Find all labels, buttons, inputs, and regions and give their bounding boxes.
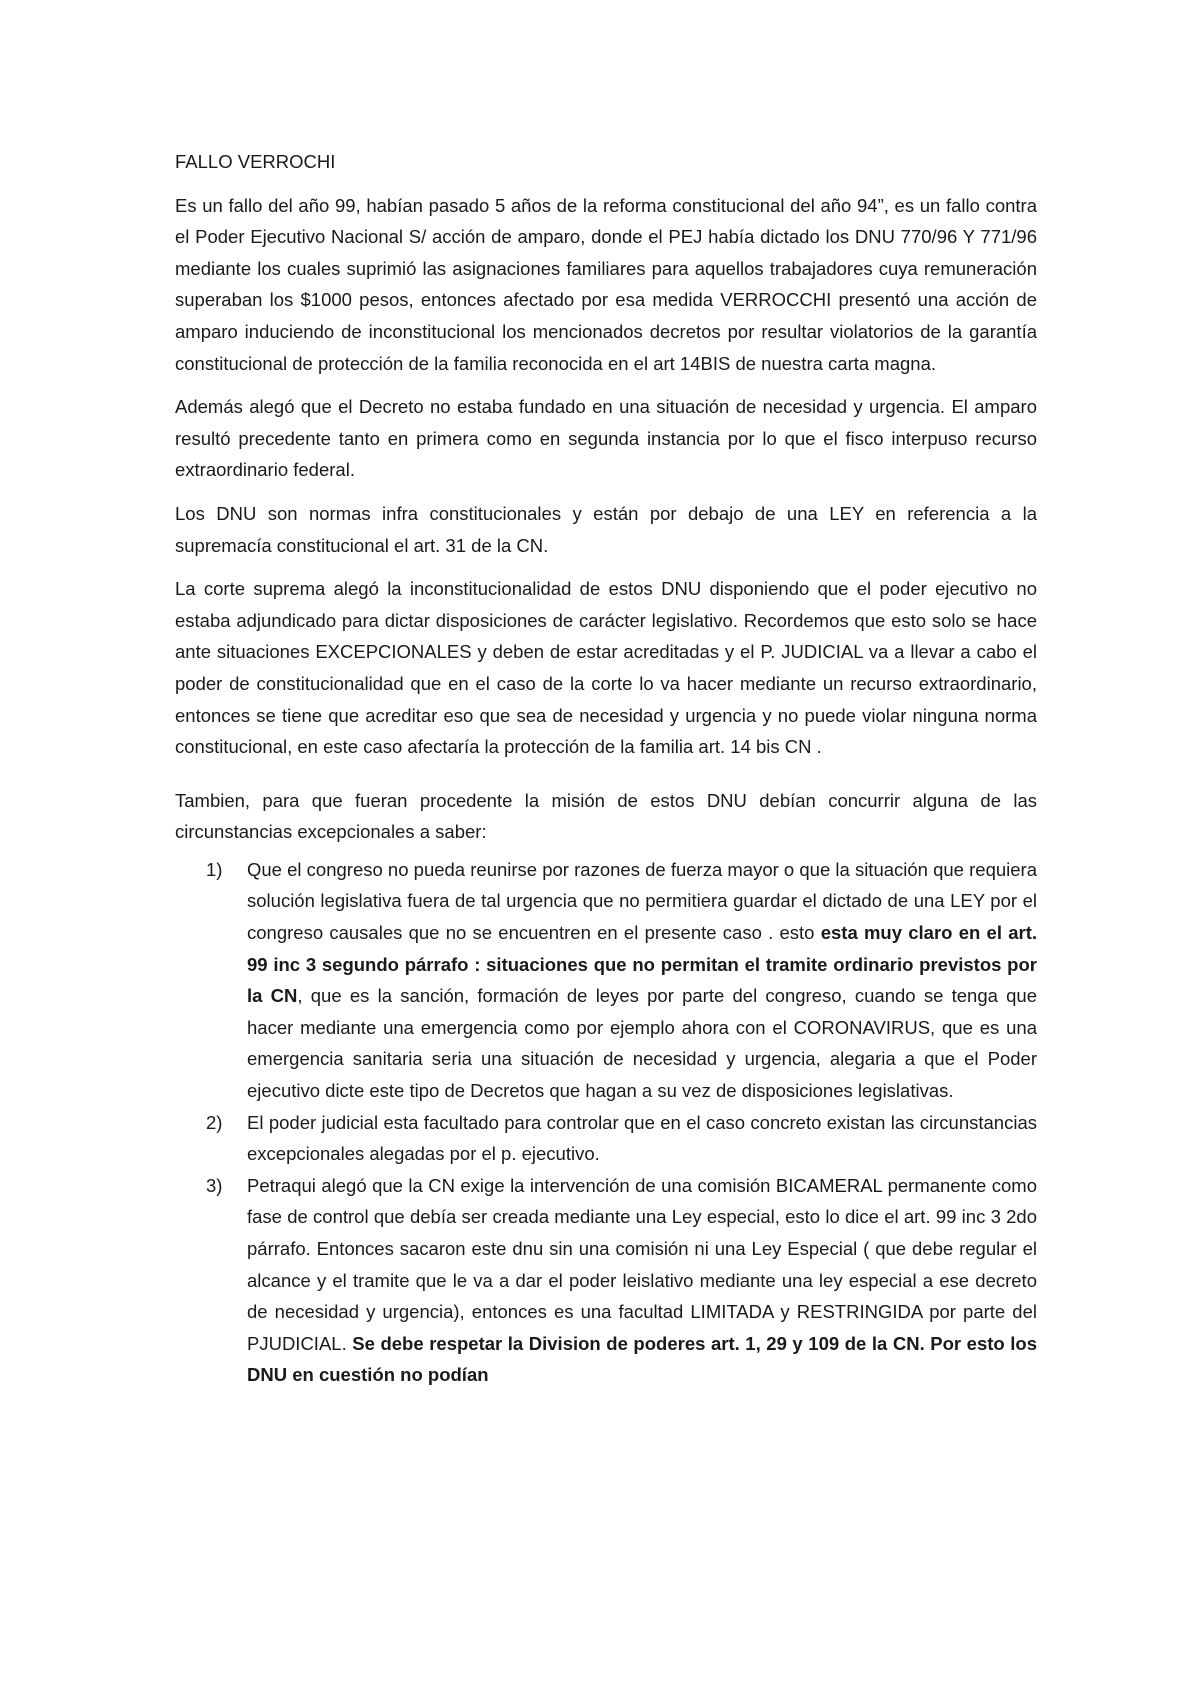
paragraph-corte-suprema: La corte suprema alegó la inconstitucionalidad de estos DNU disponiendo que el poder ejecutivo no estaba adjundicado para dictar disposiciones de carácter legislativo. Recordemos que esto solo se hace ante situaciones EXCEPCIONALES y deben de estar acreditadas y el P. JUDICIAL va a llevar a cabo el poder de constitucionalidad que en el caso de la corte lo va hacer mediante un recurso extraordinario, entonces se tiene que acreditar eso que sea de necesidad y urgencia y no puede violar ninguna norma constitucional, en este caso afectaría la protección de la familia art. 14 bis CN . — [175, 578, 1037, 758]
list-item-text: Petraqui alegó que la CN exige la intervención de una comisión BICAMERAL permanente como fase de control que debía ser creada mediante una Ley especial, esto lo dice el art. 99 inc 3 2do párrafo. Entonces sacaron este dnu sin una comisión ni una Ley Especial ( que debe regular el alcance y el tramite que le va a dar el poder leislativo mediante una ley especial a ese decreto de necesidad y urgencia), entonces es una facultad LIMITADA y RESTRINGIDA por parte del PJUDICIAL. — [247, 1174, 1037, 1354]
list-item-text: Que el congreso no pueda reunirse por razones de fuerza mayor o que la situación que requiera solución legislativa fuera de tal urgencia que no permitiera guardar el dictado de una LEY por el congreso causales que no se encuentren en el presente caso . esto — [247, 858, 1037, 944]
document-body — [175, 146, 1037, 1391]
list-item-number: 2) — [206, 1111, 223, 1133]
list-item-bold-text: esta muy claro en el art. 99 inc 3 segundo párrafo : situaciones que no permitan el tramite ordinario previstos por la CN — [247, 922, 1037, 1007]
list-item-number: 1) — [206, 858, 223, 880]
paragraph-dnu-normas: Los DNU son normas infra constitucionales y están por debajo de una LEY en referencia a la supremacía constitucional el art. 31 de la CN. — [175, 502, 1037, 556]
list-item-text: El poder judicial esta facultado para controlar que en el caso concreto existan las circunstancias excepcionales alegadas por el p. ejecutivo. — [247, 1111, 1037, 1165]
paragraph-circunstancias: Tambien, para que fueran procedente la misión de estos DNU debían concurrir alguna de las circunstancias excepcionales a saber: — [175, 789, 1037, 843]
paragraph-intro: Es un fallo del año 99, habían pasado 5 años de la reforma constitucional del año 94”, es un fallo contra el Poder Ejecutivo Nacional S/ acción de amparo, donde el PEJ había dictado los DNU 770/96 Y 771/96 mediante los cuales suprimió las asignaciones familiares para aquellos trabajadores cuya remuneración superaban los $1000 pesos, entonces afectado por esa medida VERROCCHI presentó una acción de amparo induciendo de inconstitucional los mencionados decretos por resultar violatorios de la garantía constitucional de protección de la familia reconocida en el art 14BIS de nuestra carta magna. — [175, 194, 1037, 374]
list-item — [175, 1107, 1037, 1170]
list-item-number: 3) — [206, 1174, 223, 1196]
list-item-text-continued: , que es la sanción, formación de leyes por parte del congreso, cuando se tenga que hacer mediante una emergencia como por ejemplo ahora con el CORONAVIRUS, que es una emergencia sanitaria seria una situación de necesidad y urgencia, alegaria a que el Poder ejecutivo dicte este tipo de Decretos que hagan a su vez de disposiciones legislativas. — [247, 985, 1037, 1102]
paragraph-alegato: Además alegó que el Decreto no estaba fundado en una situación de necesidad y urgencia. El amparo resultó precedente tanto en primera como en segunda instancia por lo que el fisco interpuso recurso extraordinario federal. — [175, 396, 1037, 481]
numbered-list — [175, 854, 1037, 1391]
list-item — [175, 1170, 1037, 1391]
document-title: FALLO VERROCHI — [175, 151, 336, 172]
list-item — [175, 854, 1037, 1107]
list-item-bold-text: Se debe respetar la Division de poderes art. 1, 29 y 109 de la CN. Por esto los DNU en cuestión no podían — [247, 1332, 1037, 1386]
